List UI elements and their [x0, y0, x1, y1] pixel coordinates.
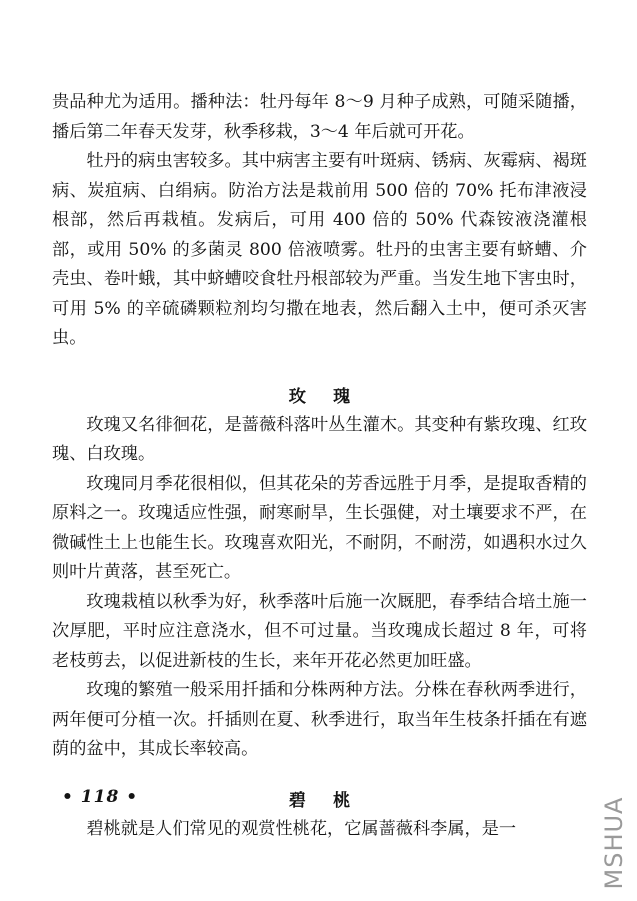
paragraph-rose-planting: 玫瑰栽植以秋季为好，秋季落叶后施一次厩肥，春季结合培土施一次厚肥，平时应注意浇水，但不可过量。当玫瑰成长超过 8 年，可将老枝剪去，以促进新枝的生长，来年开花必然更加旺盛。 [52, 591, 587, 671]
watermark [600, 790, 628, 895]
paragraph-peony-pests: 牡丹的病虫害较多。其中病害主要有叶斑病、锈病、灰霉病、褐斑病、炭疽病、白绢病。防治方法是栽前用 500 倍的 70% 托布津液浸根部，然后再栽植。发病后，可用 400 倍的 50% 代森铵液浇灌根部，或用 50% 的多菌灵 800 倍液喷雾。牡丹的虫害主要有蛴螬、介壳虫、卷叶蛾，其中蛴螬咬食牡丹根部较为严重。当发生地下害虫时，可用 5% 的辛硫磷颗粒剂均匀撒在地表，然后翻入土中，便可杀灭害虫。 [52, 151, 587, 348]
section-title-rose: 玫瑰 [288, 386, 378, 407]
paragraph-peony-sowing: 贵品种尤为适用。播种法：牡丹每年 8～9 月种子成熟，可随采随播，播后第二年春天发芽，秋季移栽，3～4 年后就可开花。 [52, 92, 587, 142]
section-title-peach: 碧桃 [288, 790, 378, 811]
page-number: • 118 • [62, 787, 139, 807]
paragraph-rose-propagation: 玫瑰的繁殖一般采用扦插和分株两种方法。分株在春秋两季进行，两年便可分植一次。扦插则在夏、秋季进行，取当年生枝条扦插在有遮荫的盆中，其成长率较高。 [52, 680, 587, 759]
paragraph-peach-intro: 碧桃就是人们常见的观赏性桃花，它属蔷薇科李属，是一 [86, 818, 517, 839]
watermark-text: MSHUA [600, 796, 628, 889]
page-body [52, 88, 587, 844]
paragraph-rose-traits: 玫瑰同月季花很相似，但其花朵的芳香远胜于月季，是提取香精的原料之一。玫瑰适应性强，耐寒耐旱，生长强健，对土壤要求不严，在微碱性土上也能生长。玫瑰喜欢阳光，不耐阴，不耐涝，如遇积水过久则叶片黄落，甚至死亡。 [52, 473, 587, 582]
paragraph-rose-intro: 玫瑰又名徘徊花，是蔷薇科落叶丛生灌木。其变种有紫玫瑰、红玫瑰、白玫瑰。 [52, 414, 587, 464]
